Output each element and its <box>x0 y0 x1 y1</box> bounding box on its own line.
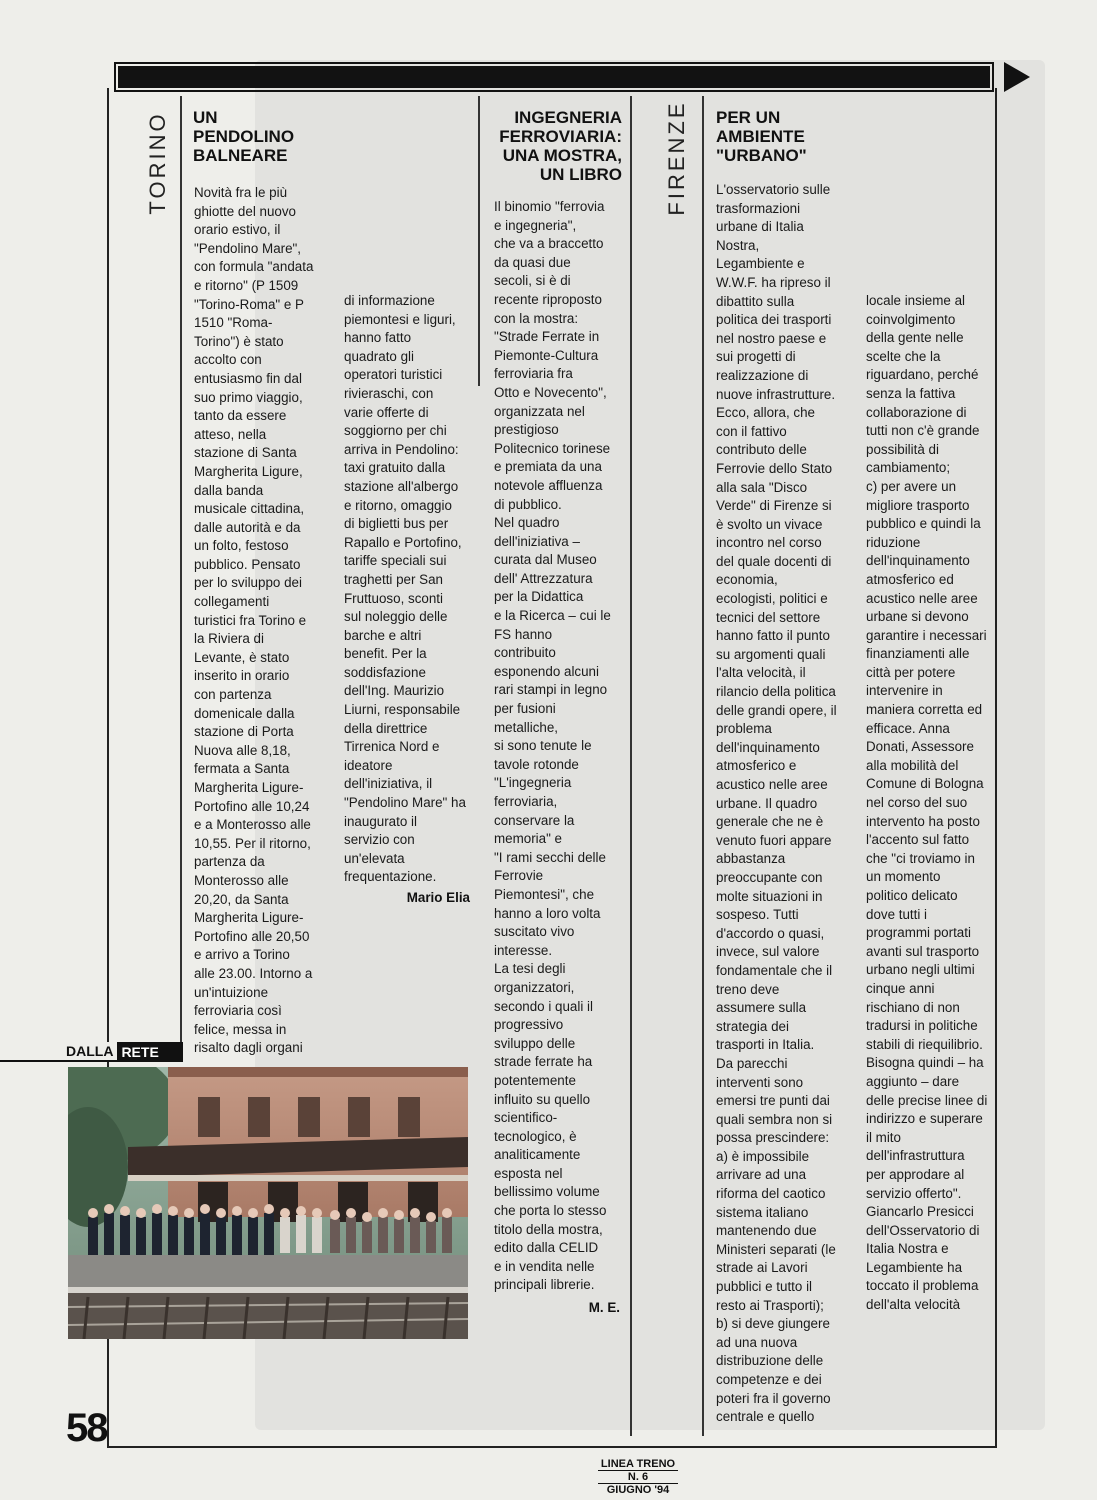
article-torino-col2: di informazione piemontesi e liguri, hanno fatto quadrato gli operatori turistici rivieraschi, con varie offerte di soggiorno per chi arriva in Pendolino: taxi gratuito dalla stazione all'albergo e ritorno, omaggio di biglietti bus per Rapallo e Portofino, tariffe speciali sui traghetti per San Fruttuoso, sconti sul noleggio delle barche e altri benefit. Per la soddisfazione dell'Ing. Maurizio Liurni, responsabile della direttrice Tirrenica Nord e ideatore dell'iniziativa, il "Pendolino Mare" ha inaugurato il servizio con un'elevata frequentazione. <box>344 293 466 885</box>
section-label-dalla: DALLA <box>0 1042 117 1062</box>
headline-firenze: PER UN AMBIENTE "URBANO" <box>716 108 807 165</box>
signature-ingegneria: M. E. <box>588 1300 620 1315</box>
page-number: 58 <box>66 1406 107 1450</box>
section-label <box>0 1042 183 1062</box>
section-label-rete: RETE <box>117 1042 182 1062</box>
divider-torino-ingegneria <box>478 96 480 386</box>
footer-magazine <box>598 1458 678 1496</box>
arrow-right-icon <box>1004 62 1030 92</box>
top-header-bar <box>118 66 990 88</box>
sidebar-label-torino: TORINO <box>145 111 170 215</box>
divider-firenze-sidebar <box>702 96 704 1436</box>
footer-line-3: GIUGNO '94 <box>606 1484 670 1496</box>
frame-line-bottom <box>107 1446 997 1448</box>
article-firenze-col1: L'osservatorio sulle trasformazioni urbane di Italia Nostra, Legambiente e W.W.F. ha ripreso il dibattito sulla politica dei trasporti nel nostro paese e sui progetti di realizzazione di nuove infrastrutture. Ecco, allora, che con il fattivo contributo delle Ferrovie dello Stato alla sala "Disco Verde" di Firenze si è svolto un vivace incontro nel corso del quale docenti di economia, ecologisti, politici e tecnici del settore hanno fatto il punto su argomenti quali l'alta velocità, il rilancio della politica delle grandi opere, il problema dell'inquinamento atmosferico e acustico nelle aree urbane. Il quadro generale che ne è venuto fuori appare abbastanza preoccupante con molte situazioni in sospeso. Tutti d'accordo o quasi, invece, sul valore fondamentale che il treno deve assumere sulla strategia dei trasporti in Italia. Da parecchi interventi sono emersi tre punti dai quali sembra non si possa prescindere: a) è impossibile arrivare ad una riforma del caotico sistema italiano mantenendo due Ministeri separati (le strade ai Lavori pubblici e tutto il resto ai Trasporti); b) si deve giungere ad una nuova distribuzione delle competenze e dei poteri fra il governo centrale e quello <box>716 182 837 1425</box>
headline-ingegneria: INGEGNERIA FERROVIARIA: UNA MOSTRA, UN LIBRO <box>499 108 622 184</box>
headline-torino: UN PENDOLINO BALNEARE <box>193 108 295 165</box>
divider-left-sidebar <box>180 96 182 1061</box>
article-torino-col1: Novità fra le più ghiotte del nuovo orario estivo, il "Pendolino Mare", con formula "andata e ritorno" (P 1509 "Torino-Roma" e P 1510 "Roma- Torino") è stato accolto con entusiasmo fin dal suo primo viaggio, tanto da essere atteso, nella stazione di Santa Margherita Ligure, dalla banda musicale cittadina, dalle autorità e da un folto, festoso pubblico. Pensato per lo sviluppo dei collegamenti turistici fra Torino e la Riviera di Levante, è stato inserito in orario con partenza domenicale dalla stazione di Porta Nuova alle 8,18, fermata a Santa Margherita Ligure- Portofino alle 10,24 e a Monterosso alle 10,55. Per il ritorno, partenza da Monterosso alle 20,20, da Santa Margherita Ligure- Portofino alle 20,50 e arrivo a Torino alle 23.00. Intorno a un'intuizione ferroviaria così felice, messa in risalto dagli organi <box>194 185 314 1056</box>
photo-station-band <box>68 1067 468 1339</box>
footer-line-2: N. 6 <box>598 1471 678 1484</box>
article-firenze-col2: locale insieme al coinvolgimento della gente nelle scelte che la riguardano, perché senza la fattiva collaborazione di tutti non c'è grande possibilità di cambiamento; c) per avere un migliore trasporto pubblico e quindi la riduzione dell'inquinamento atmosferico ed acustico nelle aree urbane si devono garantire i necessari finanziamenti alle città per potere intervenire in maniera corretta ed efficace. Anna Donati, Assessore alla mobilità del Comune di Bologna nel corso del suo intervento ha posto l'accento sul fatto che "ci troviamo in un momento politico delicato dove tutti i programmi portati avanti sul trasporto urbano negli ultimi cinque anni rischiano di non tradursi in politiche stabili di riequilibrio. Bisogna quindi – ha aggiunto – dare delle precise linee di indirizzo e superare il mito dell'infrastruttura per approdare al servizio offerto". Giancarlo Presicci dell'Osservatorio di Italia Nostra e Legambiente ha toccato il problema dell'alta velocità <box>866 293 988 1313</box>
footer-line-1: LINEA TRENO <box>598 1458 678 1471</box>
divider-ingegneria-firenze <box>630 96 632 1436</box>
sidebar-label-firenze: FIRENZE <box>664 100 689 216</box>
article-ingegneria-body: Il binomio "ferrovia e ingegneria", che va a braccetto da quasi due secoli, si è di recente riproposto con la mostra: "Strade Ferrate in Piemonte-Cultura ferroviaria fra Otto e Novecento", organizzata nel prestigioso Politecnico torinese e premiata da una notevole affluenza di pubblico. Nel quadro dell'iniziativa – curata dal Museo dell' Attrezzatura per la Didattica e la Ricerca – cui le FS hanno contribuito esponendo alcuni rari stampi in legno per fusioni metalliche, si sono tenute le tavole rotonde "L'ingegneria ferroviaria, conservare la memoria" e "I rami secchi delle Ferrovie Piemontesi", che hanno a loro volta suscitato vivo interesse. La tesi degli organizzatori, secondo i quali il progressivo sviluppo delle strade ferrate ha potentemente influito su quello scientifico- tecnologico, è analiticamente esposta nel bellissimo volume che porta lo stesso titolo della mostra, edito dalla CELID e in vendita nelle principali librerie. <box>494 199 611 1293</box>
signature-torino: Mario Elia <box>406 890 470 905</box>
